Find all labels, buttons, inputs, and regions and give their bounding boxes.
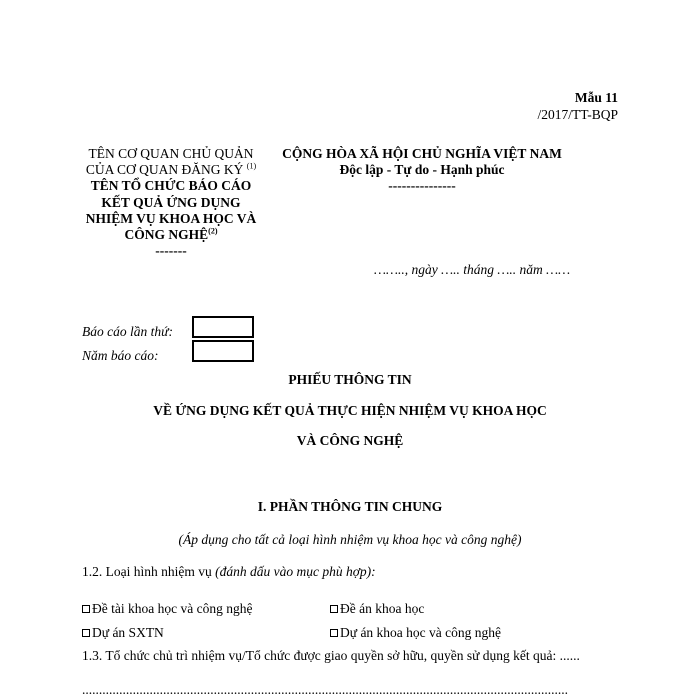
issuing-agency-block — [66, 146, 276, 259]
national-motto: Độc lập - Tự do - Hạnh phúc — [339, 162, 505, 178]
item-1-3-fill-line[interactable]: ................................................................................................................................................ — [82, 682, 568, 697]
form-number: Mẫu 11 — [574, 90, 618, 105]
republic-name: CỘNG HÒA XÃ HỘI CHỦ NGHĨA VIỆT NAM — [282, 146, 562, 161]
option-label: Đề án khoa học — [340, 601, 425, 616]
report-year-label: Năm báo cáo: — [82, 348, 159, 363]
agency-line-2: CỦA CƠ QUAN ĐĂNG KÝ $^{(1)}$ — [85, 161, 257, 178]
option-label: Đề tài khoa học và công nghệ — [92, 601, 253, 616]
option-label: Dự án SXTN — [92, 625, 164, 640]
org-line-3: NHIỆM VỤ KHOA HỌC VÀ — [85, 210, 257, 226]
footnote-1: (1) — [246, 161, 257, 171]
footnote-2: (2) — [208, 226, 218, 236]
option-science-scheme[interactable] — [330, 601, 424, 617]
checkbox-icon[interactable] — [330, 605, 338, 613]
item-1-2 — [82, 564, 376, 580]
report-times-box[interactable] — [192, 316, 254, 338]
section-1-note: (Áp dụng cho tất cả loại hình nhiệm vụ khoa học và công nghệ) — [178, 532, 522, 547]
right-header-divider: --------------- — [388, 178, 456, 194]
form-title-line-3: VÀ CÔNG NGHỆ — [296, 433, 404, 448]
option-science-tech-project[interactable] — [330, 625, 501, 641]
report-times-label: Báo cáo lần thứ: — [82, 324, 173, 339]
report-year-box[interactable] — [192, 340, 254, 362]
checkbox-icon[interactable] — [82, 605, 90, 613]
org-line-2: KẾT QUẢ ỨNG DỤNG — [101, 194, 241, 210]
left-header-divider: ------- — [155, 243, 187, 259]
option-label: Dự án khoa học và công nghệ — [340, 625, 502, 640]
item-1-2-label: 1.2. Loại hình nhiệm vụ — [82, 564, 216, 579]
option-research-topic[interactable] — [82, 601, 252, 617]
org-line-1: TÊN TỔ CHỨC BÁO CÁO — [90, 178, 252, 194]
item-1-2-hint: (đánh dấu vào mục phù hợp): — [215, 564, 376, 579]
option-pilot-production-project[interactable] — [82, 625, 164, 641]
form-title-line-1: PHIẾU THÔNG TIN — [288, 372, 412, 387]
item-1-3: 1.3. Tổ chức chủ trì nhiệm vụ/Tổ chức được giao quyền sở hữu, quyền sử dụng kết quả: ...... — [82, 648, 580, 663]
form-title-line-2: VỀ ỨNG DỤNG KẾT QUẢ THỰC HIỆN NHIỆM VỤ KHOA HỌC — [153, 403, 547, 418]
checkbox-icon[interactable] — [82, 629, 90, 637]
agency-line-1: TÊN CƠ QUAN CHỦ QUẢN — [88, 146, 254, 161]
section-1-heading: I. PHẦN THÔNG TIN CHUNG — [257, 499, 443, 514]
checkbox-icon[interactable] — [330, 629, 338, 637]
circular-reference: /2017/TT-BQP — [537, 107, 618, 122]
org-line-4: CÔNG NGHỆ$^{(2)}$ — [124, 226, 218, 242]
national-header-block — [272, 146, 572, 195]
date-line: …….., ngày ….. tháng ….. năm …… — [374, 262, 571, 277]
